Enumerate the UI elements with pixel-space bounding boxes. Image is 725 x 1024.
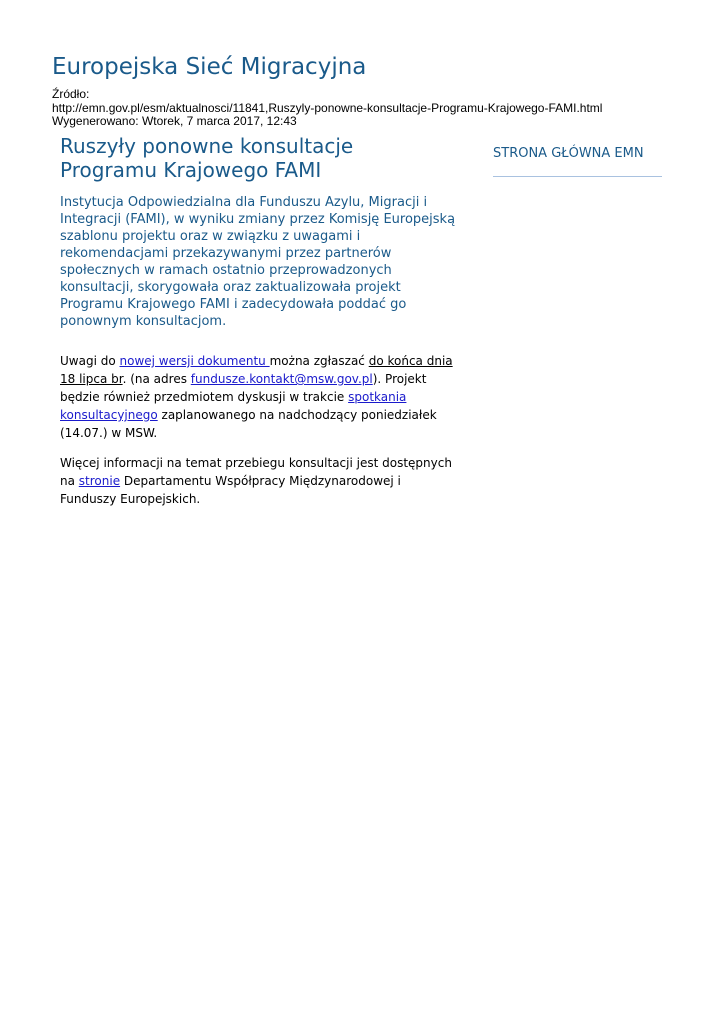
text-segment: Departamentu Współpracy Międzynarodowej i Funduszy Europejskich. bbox=[60, 474, 401, 506]
text-segment: Więcej informacji na temat przebiegu konsultacji jest dostępnych na bbox=[60, 456, 452, 488]
source-url: http://emn.gov.pl/esm/aktualnosci/11841,Ruszyly-ponowne-konsultacje-Programu-Krajowego-FAMI.html bbox=[52, 100, 603, 115]
text-segment: można zgłaszać bbox=[269, 354, 369, 368]
sidebar-divider bbox=[493, 176, 662, 177]
text-segment: ). Projekt będzie również przedmiotem dyskusji w trakcie bbox=[60, 372, 427, 404]
sidebar bbox=[493, 144, 662, 177]
new-document-version-link[interactable]: nowej wersji dokumentu bbox=[119, 354, 270, 368]
article-title: Ruszyły ponowne konsultacje Programu Krajowego FAMI bbox=[60, 134, 354, 182]
article-lead: Instytucja Odpowiedzialna dla Funduszu Azylu, Migracji i Integracji (FAMI), w wyniku zmiany przez Komisję Europejską szablonu projektu oraz w związku z uwagami i rekomendacjami przekazywanymi przez partnerów społecznych w ramach ostatnio przeprowadzonych konsultacji, skorygowała oraz zaktualizowała projekt Programu Krajowego FAMI i zadecydowała poddać go ponownym konsultacjom. bbox=[60, 195, 456, 329]
article-paragraph-more-info bbox=[60, 454, 460, 508]
consultation-meeting-link[interactable]: spotkania konsultacyjnego bbox=[60, 390, 407, 422]
email-link[interactable]: fundusze.kontakt@msw.gov.pl bbox=[190, 372, 373, 386]
site-title: Europejska Sieć Migracyjna bbox=[52, 54, 367, 80]
text-segment: Uwagi do bbox=[60, 354, 120, 368]
article-paragraph-consultation bbox=[60, 352, 460, 442]
source-label: Źródło: bbox=[52, 87, 90, 101]
deadline-text: do końca dnia 18 lipca br bbox=[60, 354, 453, 386]
text-segment: . (na adres bbox=[122, 372, 191, 386]
document-meta bbox=[52, 88, 602, 129]
department-page-link[interactable]: stronie bbox=[78, 474, 121, 488]
text-segment: zaplanowanego na nadchodzący poniedziałek (14.07.) w MSW. bbox=[60, 408, 437, 440]
generated-date: Wygenerowano: Wtorek, 7 marca 2017, 12:43 bbox=[52, 114, 297, 128]
emn-home-link[interactable]: STRONA GŁÓWNA EMN bbox=[493, 146, 644, 161]
article bbox=[60, 134, 480, 508]
